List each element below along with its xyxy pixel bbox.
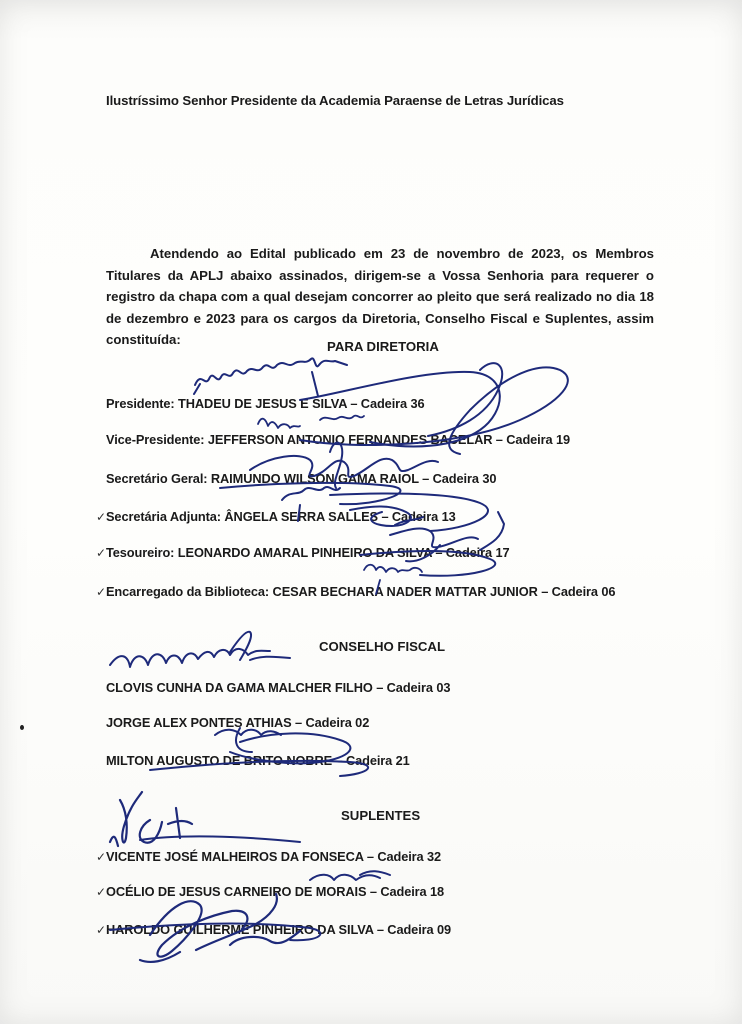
signature-secretario-loop xyxy=(220,483,400,504)
row-tesoureiro: Tesoureiro: LEONARDO AMARAL PINHEIRO DA SILVA – Cadeira 17 xyxy=(106,545,510,560)
signature-conselho-1 xyxy=(110,632,290,667)
letter-paragraph xyxy=(106,243,654,351)
check-mark-icon: ✓ xyxy=(96,923,107,937)
row-presidente: Presidente: THADEU DE JESUS E SILVA – Cadeira 36 xyxy=(106,396,425,411)
check-mark-icon: ✓ xyxy=(96,885,107,899)
signature-suplente-1 xyxy=(110,792,192,846)
row-vice-presidente: Vice-Presidente: JEFFERSON ANTONIO FERNANDES BACELAR – Cadeira 19 xyxy=(106,432,571,447)
signature-presidente xyxy=(194,358,347,396)
heading-diretoria: PARA DIRETORIA xyxy=(327,339,439,354)
letter-paragraph-text: Atendendo ao Edital publicado em 23 de novembro de 2023, os Membros Titulares da APLJ abaixo assinados, dirigem-se a Vossa Senhoria para requerer o registro da chapa com a qual desejam concorrer ao pleito que será realizado no dia 18 de dezembro e 2023 para os cargos da Diretoria, Conselho Fiscal e Suplentes, assim constituída: xyxy=(106,246,654,347)
check-mark-icon: ✓ xyxy=(96,510,107,524)
check-mark-icon: ✓ xyxy=(96,585,107,599)
signature-suplente-2 xyxy=(310,871,390,880)
row-suplente-3: HAROLDO GUILHERME PINHEIRO DA SILVA – Cadeira 09 xyxy=(106,922,452,937)
row-secretaria-adjunta: Secretária Adjunta: ÂNGELA SERRA SALLES – Cadeira 13 xyxy=(106,509,456,524)
row-conselho-1: CLOVIS CUNHA DA GAMA MALCHER FILHO – Cadeira 03 xyxy=(106,680,451,695)
row-secretario-geral: Secretário Geral: RAIMUNDO WILSON GAMA RAIOL – Cadeira 30 xyxy=(106,471,497,486)
letter-address: Ilustríssimo Senhor Presidente da Academia Paraense de Letras Jurídicas xyxy=(106,93,564,108)
signature-vice-presidente xyxy=(258,416,364,428)
signature-conselho-2 xyxy=(215,728,281,752)
row-suplente-2: OCÉLIO DE JESUS CARNEIRO DE MORAIS – Cadeira 18 xyxy=(106,884,445,899)
check-mark-icon: ✓ xyxy=(96,546,107,560)
check-mark-icon: ✓ xyxy=(96,850,107,864)
row-conselho-3: MILTON AUGUSTO DE BRITO NOBRE – Cadeira 21 xyxy=(106,753,410,768)
row-encarregado-biblioteca: Encarregado da Biblioteca: CESAR BECHARA NADER MATTAR JUNIOR – Cadeira 06 xyxy=(106,584,616,599)
row-conselho-2: JORGE ALEX PONTES ATHIAS – Cadeira 02 xyxy=(106,715,370,730)
signature-suplente-1-curve xyxy=(140,836,300,842)
heading-suplentes: SUPLENTES xyxy=(341,808,421,823)
row-suplente-1: VICENTE JOSÉ MALHEIROS DA FONSECA – Cadeira 32 xyxy=(106,849,442,864)
heading-conselho-fiscal: CONSELHO FISCAL xyxy=(319,639,446,654)
ink-speck xyxy=(20,725,24,730)
